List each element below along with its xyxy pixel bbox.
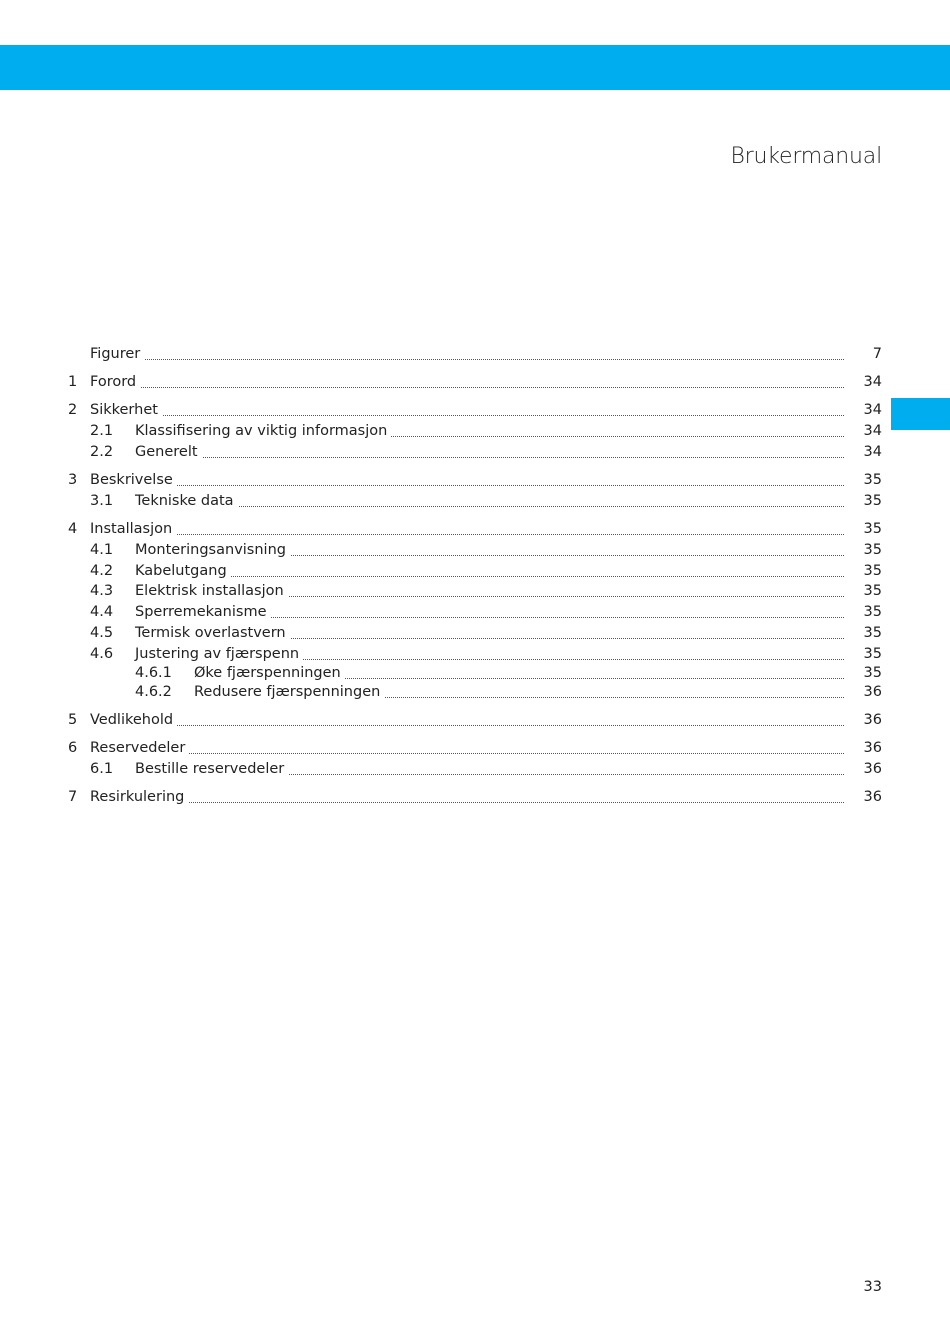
toc-entry-number: 4.2 <box>90 563 114 579</box>
toc-entry-number: 5 <box>68 712 78 728</box>
toc-entry[interactable] <box>0 400 950 420</box>
toc-entry-label: Termisk overlastvern <box>135 623 290 643</box>
toc-entry-label: Sikkerhet <box>90 400 162 420</box>
toc-entry-label: Justering av fjærspenn <box>135 644 303 664</box>
toc-entry-label: Øke fjærspenningen <box>194 663 345 683</box>
toc-entry-number: 4.1 <box>90 542 114 558</box>
toc-dot-leader <box>90 802 844 803</box>
toc-entry-label: Elektrisk installasjon <box>135 581 288 601</box>
toc-dot-leader <box>90 534 844 535</box>
toc-entry-page: 35 <box>863 542 882 558</box>
toc-entry[interactable] <box>0 759 950 779</box>
toc-entry-number: 4.5 <box>90 625 114 641</box>
toc-entry-label: Vedlikehold <box>90 710 177 730</box>
toc-entry[interactable] <box>0 491 950 511</box>
toc-entry-page: 35 <box>863 625 882 641</box>
toc-entry-label: Resirkulering <box>90 787 188 807</box>
toc-entry-label: Forord <box>90 372 140 392</box>
toc-entry[interactable] <box>0 540 950 560</box>
page-number: 33 <box>863 1279 882 1295</box>
toc-entry-label: Bestille reservedeler <box>135 759 288 779</box>
toc-entry-label: Klassifisering av viktig informasjon <box>135 421 391 441</box>
toc-dot-leader <box>135 576 844 577</box>
toc-entry[interactable] <box>0 602 950 622</box>
toc-entry-number: 4 <box>68 521 78 537</box>
toc-entry-label: Redusere fjærspenningen <box>194 682 384 702</box>
toc-entry-page: 34 <box>863 444 882 460</box>
header-band <box>0 45 950 90</box>
toc-entry-page: 35 <box>863 493 882 509</box>
toc-entry-number: 4.3 <box>90 583 114 599</box>
toc-entry-label: Monteringsanvisning <box>135 540 290 560</box>
toc-entry[interactable] <box>0 623 950 643</box>
toc-entry-label: Installasjon <box>90 519 176 539</box>
toc-entry-page: 35 <box>863 472 882 488</box>
toc-dot-leader <box>90 359 844 360</box>
toc-entry-page: 35 <box>863 563 882 579</box>
toc-entry-number: 2.1 <box>90 423 114 439</box>
toc-dot-leader <box>90 725 844 726</box>
toc-entry[interactable] <box>0 581 950 601</box>
toc-entry-number: 4.6.2 <box>135 684 172 700</box>
toc-entry-page: 34 <box>863 423 882 439</box>
toc-entry[interactable] <box>0 519 950 539</box>
toc-entry-number: 2 <box>68 402 78 418</box>
toc-dot-leader <box>90 485 844 486</box>
toc-entry-label: Figurer <box>90 344 144 364</box>
toc-entry-number: 4.4 <box>90 604 114 620</box>
toc-entry[interactable] <box>0 561 950 581</box>
toc-entry-number: 2.2 <box>90 444 114 460</box>
toc-entry-number: 7 <box>68 789 78 805</box>
toc-entry-page: 36 <box>863 684 882 700</box>
toc-entry[interactable] <box>0 344 950 364</box>
toc-entry-number: 6.1 <box>90 761 114 777</box>
toc-entry-page: 36 <box>863 761 882 777</box>
toc-entry-page: 35 <box>863 665 882 681</box>
toc-entry-number: 6 <box>68 740 78 756</box>
toc-entry-page: 34 <box>863 402 882 418</box>
toc-entry-page: 36 <box>863 740 882 756</box>
toc-entry[interactable] <box>0 470 950 490</box>
toc-dot-leader <box>90 753 844 754</box>
toc-entry-label: Sperremekanisme <box>135 602 271 622</box>
toc-dot-leader <box>90 415 844 416</box>
toc-entry-number: 4.6 <box>90 646 114 662</box>
toc-entry-page: 35 <box>863 646 882 662</box>
toc-entry-number: 3.1 <box>90 493 114 509</box>
toc-entry-label: Kabelutgang <box>135 561 231 581</box>
toc-entry[interactable] <box>0 421 950 441</box>
toc-entry-page: 35 <box>863 604 882 620</box>
toc-dot-leader <box>135 457 844 458</box>
toc-entry-label: Tekniske data <box>135 491 238 511</box>
toc-dot-leader <box>135 506 844 507</box>
toc-entry[interactable] <box>0 682 950 702</box>
toc-entry[interactable] <box>0 663 950 683</box>
toc-entry[interactable] <box>0 787 950 807</box>
toc-entry-page: 34 <box>863 374 882 390</box>
document-title: Brukermanual <box>730 144 882 169</box>
toc-entry[interactable] <box>0 710 950 730</box>
toc-dot-leader <box>90 387 844 388</box>
toc-entry-page: 35 <box>863 583 882 599</box>
toc-entry[interactable] <box>0 372 950 392</box>
toc-entry-page: 35 <box>863 521 882 537</box>
toc-entry-page: 7 <box>872 346 882 362</box>
toc-entry-number: 3 <box>68 472 78 488</box>
toc-entry-page: 36 <box>863 712 882 728</box>
toc-entry-number: 1 <box>68 374 78 390</box>
toc-entry[interactable] <box>0 738 950 758</box>
toc-entry-label: Reservedeler <box>90 738 189 758</box>
toc-entry-page: 36 <box>863 789 882 805</box>
toc-entry[interactable] <box>0 644 950 664</box>
toc-entry[interactable] <box>0 442 950 462</box>
toc-entry-number: 4.6.1 <box>135 665 172 681</box>
toc-entry-label: Generelt <box>135 442 202 462</box>
toc-entry-label: Beskrivelse <box>90 470 177 490</box>
